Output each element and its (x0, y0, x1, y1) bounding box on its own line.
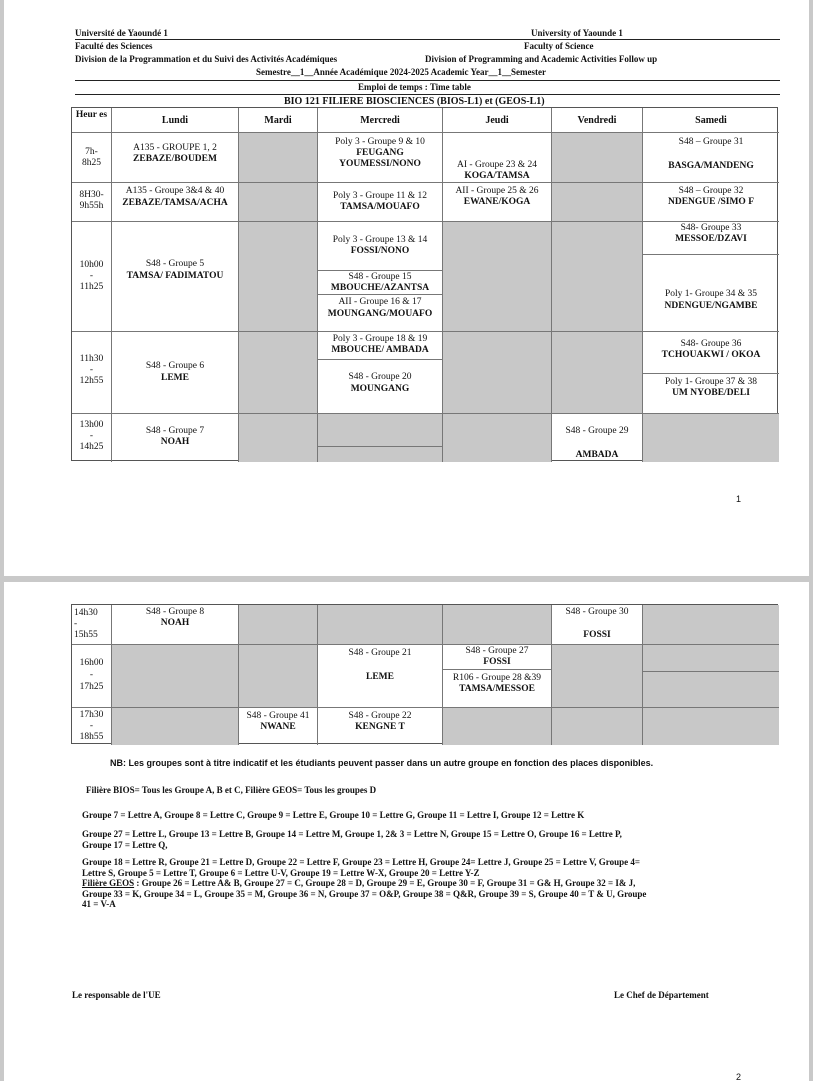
timetable-page1 (71, 107, 778, 461)
nb-note: NB: Les groupes sont à titre indicatif et les étudiants peuvent passer dans un autre groupe en fonction des places disponibles. (110, 758, 654, 768)
groups-bios-1: Groupe 7 = Lettre A, Groupe 8 = Lettre C, Groupe 9 = Lettre E, Groupe 10 = Lettre G, Groupe 11 = Lettre I, Groupe 12 = Lettre K (82, 810, 585, 820)
header-faculty-fr: Faculté des Sciences (75, 41, 153, 51)
time-slot-2: 8H30- 9h55h (72, 183, 112, 222)
groups-bios-2: Groupe 27 = Lettre L, Groupe 13 = Lettre B, Groupe 14 = Lettre M, Groupe 1, 2& 3 = Lettre N, Groupe 15 = Lettre O, Groupe 16 = Lettre P, Groupe 17 = Lettre Q, (82, 829, 622, 850)
mardi-empty-6 (239, 605, 318, 645)
time-slot-3: 10h00 - 11h25 (72, 222, 112, 332)
lundi-empty-2 (112, 708, 239, 745)
geos-label: Filière GEOS (82, 878, 135, 888)
vendredi-empty-2 (552, 183, 643, 222)
samedi-slot-6: Poly 1- Groupe 37 & 38 UM NYOBE/DELI (643, 374, 779, 414)
header-univ-en: University of Yaounde 1 (531, 28, 623, 38)
footer-chef-departement: Le Chef de Département (614, 990, 709, 1000)
mercredi-slot-8: S48 - Groupe 22 KENGNE T (318, 708, 443, 745)
col-header-hours: Heur es (72, 108, 112, 133)
vendredi-empty-5 (552, 645, 643, 708)
time-slot-7: 16h00 - 17h25 (72, 645, 112, 708)
header-univ-fr: Université de Yaoundé 1 (75, 28, 168, 38)
col-header-vendredi: Vendredi (552, 108, 643, 133)
jeudi-empty-3 (443, 414, 552, 462)
time-slot-4: 11h30 - 12h55 (72, 332, 112, 414)
vendredi-empty-6 (552, 708, 643, 745)
jeudi-empty-4 (443, 605, 552, 645)
lundi-slot-3: S48 - Groupe 5 TAMSA/ FADIMATOU (112, 222, 239, 332)
lundi-slot-6: S48 - Groupe 8 NOAH (112, 605, 239, 645)
mardi-empty-3 (239, 222, 318, 332)
page-2 (4, 582, 809, 1081)
page-number-1: 1 (736, 494, 742, 504)
samedi-slot-1: S48 – Groupe 31 BASGA/MANDENG (643, 133, 779, 183)
jeudi-empty-2 (443, 332, 552, 414)
course-line: BIO 121 FILIERE BIOSCIENCES (BIOS-L1) et (GEOS-L1) (284, 96, 545, 107)
col-header-samedi: Samedi (643, 108, 779, 133)
col-header-jeudi: Jeudi (443, 108, 552, 133)
mercredi-slot-1: Poly 3 - Groupe 9 & 10 FEUGANG YOUMESSI/NONO (318, 133, 443, 183)
header-rule (75, 39, 780, 40)
time-slot-5: 13h00 - 14h25 (72, 414, 112, 462)
jeudi-slot-2: AII - Groupe 25 & 26 EWANE/KOGA (443, 183, 552, 222)
vendredi-empty-1 (552, 133, 643, 183)
mardi-empty-1 (239, 133, 318, 183)
samedi-slot-4: Poly 1- Groupe 34 & 35 NDENGUE/NGAMBE (643, 255, 779, 332)
time-slot-1: 7h- 8h25 (72, 133, 112, 183)
time-slot-8: 17h30 - 18h55 (72, 708, 112, 745)
mercredi-slot-2: Poly 3 - Groupe 11 & 12 TAMSA/MOUAFO (318, 183, 443, 222)
footer-responsable: Le responsable de l'UE (72, 990, 161, 1000)
mercredi-slot-3: Poly 3 - Groupe 13 & 14 FOSSI/NONO (318, 222, 443, 271)
samedi-empty-5 (643, 708, 779, 745)
jeudi-empty-1 (443, 222, 552, 332)
mardi-empty-7 (239, 645, 318, 708)
col-header-mercredi: Mercredi (318, 108, 443, 133)
header-rule-2 (75, 80, 780, 81)
mercredi-slot-4: S48 - Groupe 15 MBOUCHE/AZANTSA AII - Groupe 16 & 17 MOUNGANG/MOUAFO (318, 271, 443, 332)
header-division-fr: Division de la Programmation et du Suivi des Activités Académiques (75, 54, 338, 64)
semester-line: Semestre__1__Année Académique 2024-2025 Academic Year__1__Semester (256, 67, 546, 77)
lundi-slot-4: S48 - Groupe 6 LEME (112, 332, 239, 414)
lundi-slot-5: S48 - Groupe 7 NOAH (112, 414, 239, 462)
mercredi-empty-3 (318, 605, 443, 645)
groups-bios-3: Groupe 18 = Lettre R, Groupe 21 = Lettre D, Groupe 22 = Lettre F, Groupe 23 = Lettre H, Groupe 24= Lettre J, Groupe 25 = Lettre V, Groupe 4= Lettre S, Groupe 5 = Lettre T, Groupe 6 = Lettre U-V, Groupe 19 = Lettre W-X, Groupe 20 = Lettre Y-Z Filière GEOS : Groupe 26 = Lettre A& B, Groupe 27 = C, Groupe 28 = D, Groupe 29 = E, Groupe 30 = F, Groupe 31 = G& H, Groupe 32 = I& J, Groupe 33 = K, Groupe 34 = L, Groupe 35 = M, Groupe 36 = N, Groupe 37 = O&P, Groupe 38 = Q&R, Groupe 39 = S, Groupe 40 = T & U, Groupe 41 = V-A (82, 857, 647, 909)
jeudi-empty-5 (443, 708, 552, 745)
vendredi-empty-4 (552, 332, 643, 414)
mercredi-slot-7: S48 - Groupe 21 LEME (318, 645, 443, 708)
vendredi-slot-1: S48 - Groupe 29 AMBADA (552, 414, 643, 462)
mardi-empty-4 (239, 332, 318, 414)
mercredi-slot-5: Poly 3 - Groupe 18 & 19 MBOUCHE/ AMBADA (318, 332, 443, 360)
col-header-mardi: Mardi (239, 108, 318, 133)
mercredi-empty-2 (318, 447, 443, 462)
timetable-line: Emploi de temps : Time table (358, 82, 471, 92)
samedi-empty-4 (643, 672, 779, 708)
vendredi-empty-3 (552, 222, 643, 332)
samedi-slot-5: S48- Groupe 36 TCHOUAKWI / OKOA (643, 332, 779, 374)
samedi-slot-2: S48 – Groupe 32 NDENGUE /SIMO F (643, 183, 779, 222)
timetable-page2 (71, 604, 778, 744)
vendredi-slot-2: S48 - Groupe 30 FOSSI (552, 605, 643, 645)
page-1 (4, 0, 809, 576)
mercredi-empty-1 (318, 414, 443, 447)
header-faculty-en: Faculty of Science (524, 41, 594, 51)
mardi-slot-1: S48 - Groupe 41 NWANE (239, 708, 318, 745)
lundi-empty-1 (112, 645, 239, 708)
time-slot-6: 14h30 - 15h55 (72, 605, 112, 645)
jeudi-slot-4: R106 - Groupe 28 &39 TAMSA/MESSOE (443, 670, 552, 708)
mercredi-slot-6: S48 - Groupe 20 MOUNGANG (318, 360, 443, 414)
samedi-empty-3 (643, 645, 779, 672)
samedi-empty-2 (643, 605, 779, 645)
mardi-empty-2 (239, 183, 318, 222)
lundi-slot-1: A135 - GROUPE 1, 2 ZEBAZE/BOUDEM (112, 133, 239, 183)
samedi-empty-1 (643, 414, 779, 462)
col-header-lundi: Lundi (112, 108, 239, 133)
page-number-2: 2 (736, 1072, 742, 1081)
header-division-en: Division of Programming and Academic Activities Follow up (425, 54, 658, 64)
filiere-note: Filière BIOS= Tous les Groupe A, B et C, Filière GEOS= Tous les groupes D (86, 785, 377, 795)
lundi-slot-2: A135 - Groupe 3&4 & 40 ZEBAZE/TAMSA/ACHA (112, 183, 239, 222)
jeudi-slot-3: S48 - Groupe 27 FOSSI (443, 645, 552, 670)
mardi-empty-5 (239, 414, 318, 462)
jeudi-slot-1: AI - Groupe 23 & 24 KOGA/TAMSA (443, 133, 552, 183)
samedi-slot-3: S48- Groupe 33 MESSOE/DZAVI (643, 222, 779, 255)
header-rule-3 (75, 94, 780, 95)
mercredi-divider (318, 294, 442, 295)
